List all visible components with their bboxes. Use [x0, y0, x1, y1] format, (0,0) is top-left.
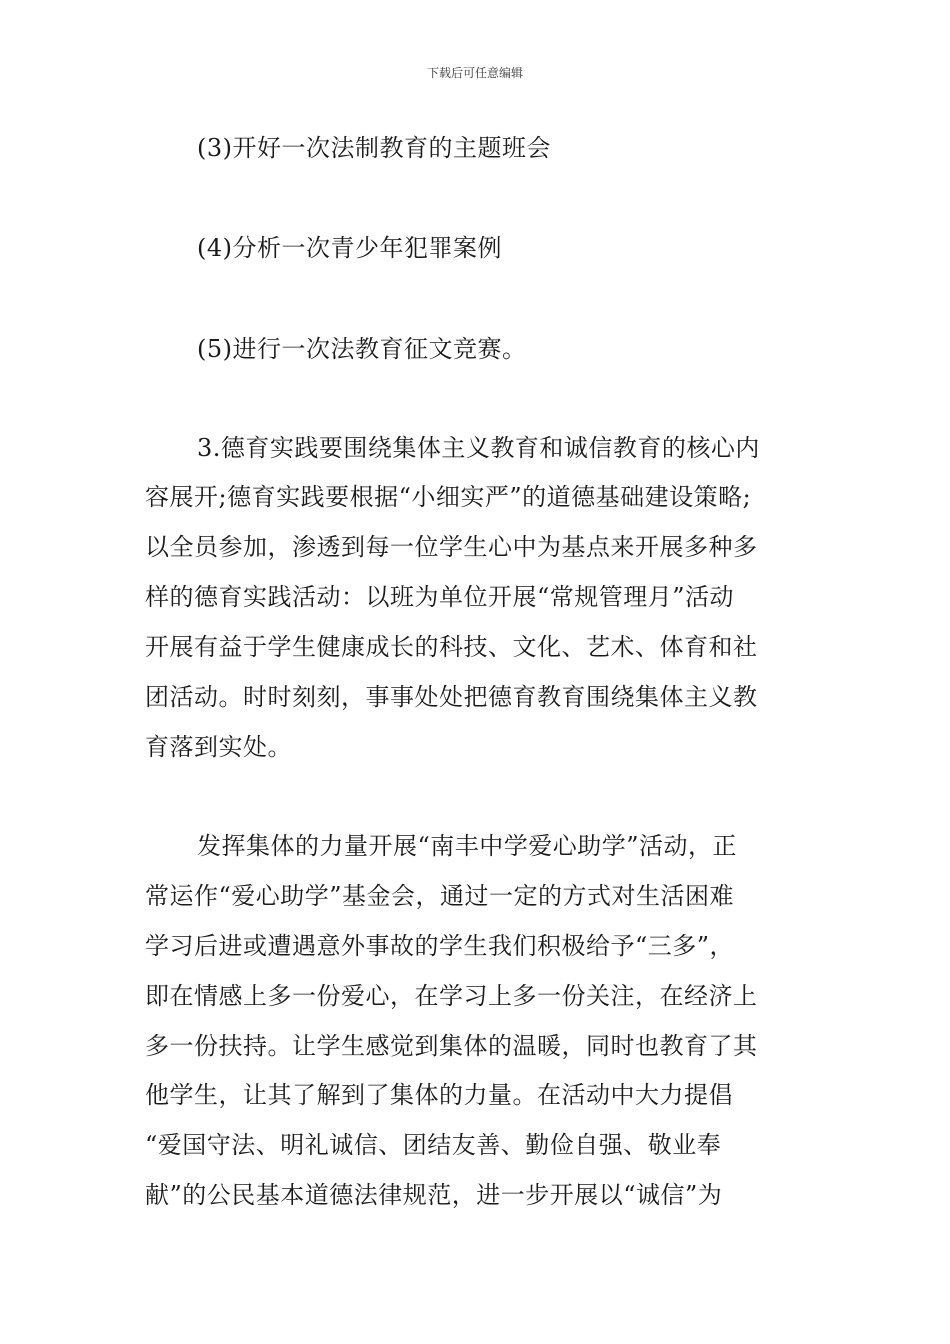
list-item: (3)开好一次法制教育的主题班会 [197, 134, 551, 162]
paragraph-line: 以全员参加，渗透到每一位学生心中为基点来开展多种多 [145, 533, 758, 561]
paragraph-line: 开展有益于学生健康成长的科技、文化、艺术、体育和社 [145, 633, 758, 661]
list-item: (5)进行一次法教育征文竞赛。 [197, 335, 527, 363]
paragraph-line: 学习后进或遭遇意外事故的学生我们积极给予“三多”， [145, 932, 735, 960]
paragraph-line: 献”的公民基本道德法律规范，进一步开展以“诚信”为 [145, 1181, 723, 1209]
paragraph-line: 育落到实处。 [145, 733, 292, 761]
paragraph-line: 团活动。时时刻刻，事事处处把德育教育围绕集体主义教 [145, 683, 758, 711]
page-header: 下载后可任意编辑 [426, 66, 523, 80]
paragraph-line: 容展开;德育实践要根据“小细实严”的道德基础建设策略; [145, 483, 752, 511]
paragraph-line: 3.德育实践要围绕集体主义教育和诚信教育的核心内 [197, 434, 760, 462]
paragraph-line: 常运作“爱心助学”基金会，通过一定的方式对生活困难 [145, 882, 735, 910]
paragraph-line: 即在情感上多一份爱心，在学习上多一份关注，在经济上 [145, 982, 758, 1010]
paragraph-line: 发挥集体的力量开展“南丰中学爱心助学”活动，正 [197, 832, 738, 860]
paragraph-line: 多一份扶持。让学生感觉到集体的温暖，同时也教育了其 [145, 1032, 758, 1060]
paragraph-line: 样的德育实践活动：以班为单位开展“常规管理月”活动 [145, 583, 735, 611]
paragraph-line: 他学生，让其了解到了集体的力量。在活动中大力提倡 [145, 1081, 733, 1109]
paragraph-line: “爱国守法、明礼诚信、团结友善、勤俭自强、敬业奉 [145, 1131, 722, 1159]
list-item: (4)分析一次青少年犯罪案例 [197, 234, 502, 262]
